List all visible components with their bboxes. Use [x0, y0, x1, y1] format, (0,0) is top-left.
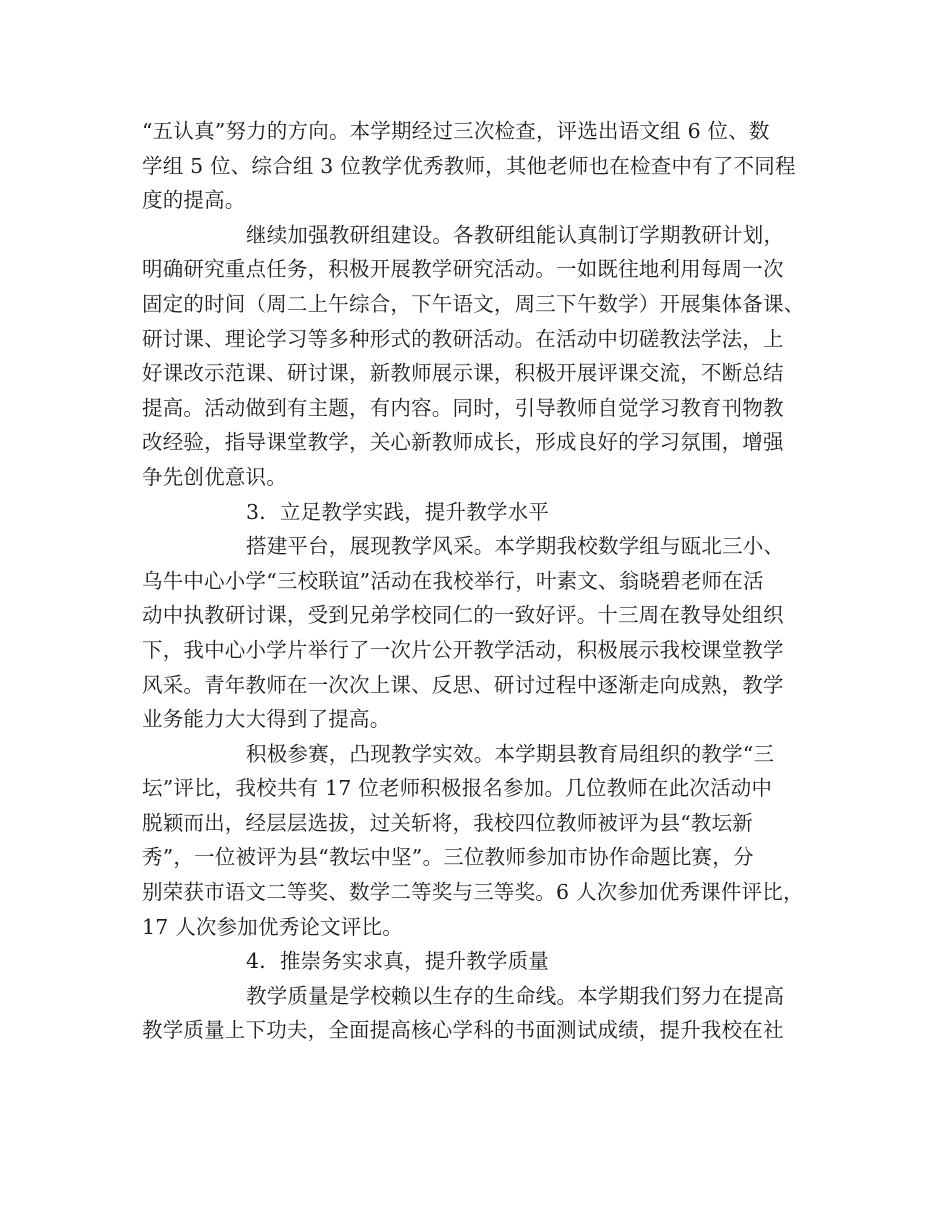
- text-line: 积极参赛，凸现教学实效。本学期县教育局组织的教学“三: [246, 741, 775, 766]
- text-line: 争先创优意识。: [142, 464, 287, 489]
- text-line: 4．推崇务实求真，提升教学质量: [246, 949, 550, 974]
- document-body: [142, 114, 827, 1048]
- text-line: 下，我中心小学片举行了一次片公开教学活动，积极展示我校课堂教学: [142, 637, 784, 662]
- text-line: 教学质量是学校赖以生存的生命线。本学期我们努力在提高: [246, 983, 785, 1008]
- text-line: 搭建平台，展现教学风采。本学期我校数学组与瓯北三小、: [246, 534, 785, 559]
- text-line: 乌牛中心小学“三校联谊”活动在我校举行，叶素文、翁晓碧老师在活: [142, 568, 764, 593]
- text-line: 17 人次参加优秀论文评比。: [142, 914, 403, 939]
- text-line: 秀”，一位被评为县“教坛中坚”。三位教师参加市协作命题比赛，分: [142, 845, 754, 870]
- text-line: 别荣获市语文二等奖、数学二等奖与三等奖。6 人次参加优秀课件评比，: [142, 880, 804, 905]
- text-line: 坛”评比，我校共有 17 位老师积极报名参加。几位教师在此次活动中: [142, 776, 773, 801]
- text-line: 脱颖而出，经层层选拔，过关斩将，我校四位教师被评为县“教坛新: [142, 810, 753, 835]
- text-line: 好课改示范课、研讨课，新教师展示课，积极开展评课交流，不断总结: [142, 361, 784, 386]
- text-line: 明确研究重点任务，积极开展教学研究活动。一如既往地利用每周一次: [142, 257, 784, 282]
- text-line: 改经验，指导课堂教学，关心新教师成长，形成良好的学习氛围，增强: [142, 430, 784, 455]
- text-line: 风采。青年教师在一次次上课、反思、研讨过程中逐渐走向成熟，教学: [142, 672, 784, 697]
- text-line: 继续加强教研组建设。各教研组能认真制订学期教研计划，: [246, 222, 785, 247]
- text-line: 教学质量上下功夫，全面提高核心学科的书面测试成绩，提升我校在社: [142, 1018, 784, 1043]
- text-line: “五认真”努力的方向。本学期经过三次检查，评选出语文组 6 位、数: [142, 119, 770, 143]
- text-line: 3．立足教学实践，提升教学水平: [246, 499, 550, 524]
- text-line: 动中执教研讨课，受到兄弟学校同仁的一致好评。十三周在教导处组织: [142, 603, 784, 628]
- text-line: 度的提高。: [142, 188, 246, 213]
- text-line: 提高。活动做到有主题，有内容。同时，引导教师自觉学习教育刊物教: [142, 395, 784, 420]
- text-line: 学组 5 位、综合组 3 位教学优秀教师，其他老师也在检查中有了不同程: [142, 153, 796, 178]
- text-line: 固定的时间（周二上午综合，下午语文，周三下午数学）开展集体备课、: [142, 291, 805, 316]
- text-line: 研讨课、理论学习等多种形式的教研活动。在活动中切磋教法学法，上: [142, 326, 784, 351]
- text-line: 业务能力大大得到了提高。: [142, 707, 391, 732]
